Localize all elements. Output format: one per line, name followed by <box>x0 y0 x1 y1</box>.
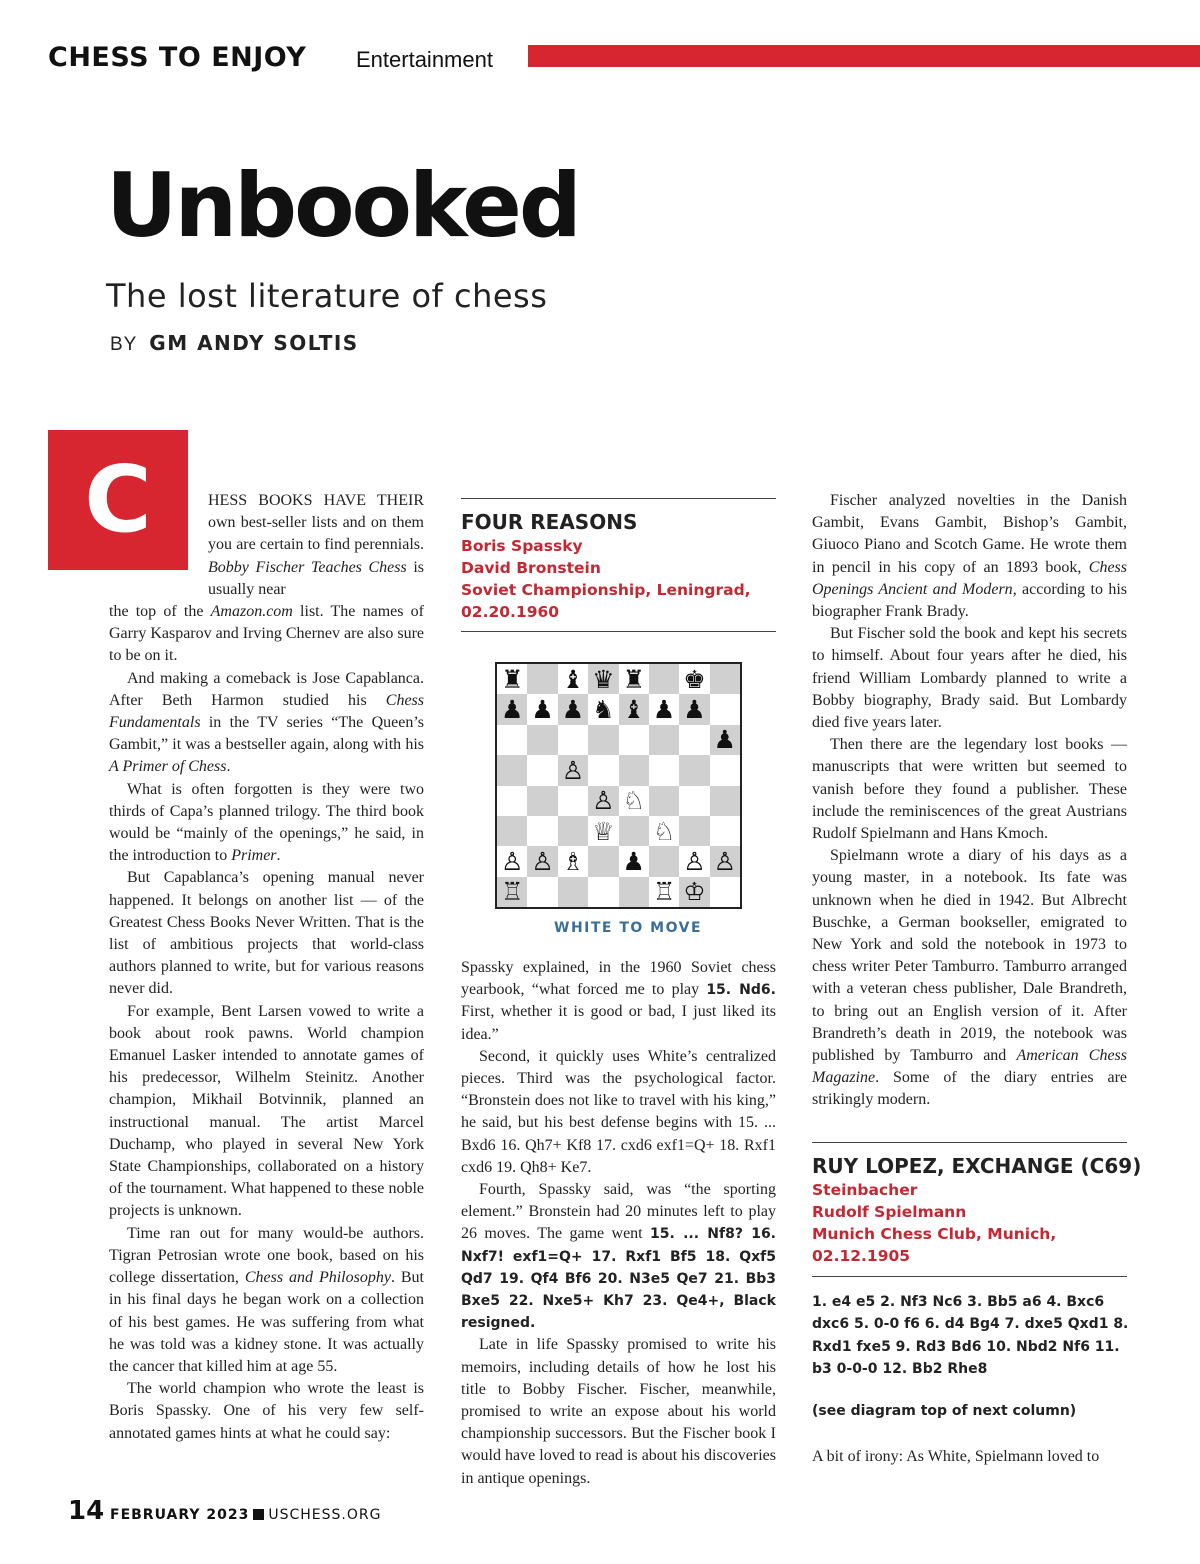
paragraph: What is often forgotten is they were two thirds of Capa’s planned trilogy. The third book would be “mainly of the openings,” he said, in the introduction to Primer. <box>109 780 424 865</box>
board-square <box>558 725 588 755</box>
black-rook-icon: ♜ <box>500 664 524 694</box>
board-square <box>710 877 740 907</box>
board-square <box>679 664 709 694</box>
game-2-white-player: Steinbacher <box>812 1181 918 1199</box>
board-square <box>710 664 740 694</box>
board-square <box>588 664 618 694</box>
board-square <box>710 755 740 785</box>
white-queen-icon: ♕ <box>592 816 615 846</box>
column-1-lead <box>208 490 424 601</box>
board-square <box>588 846 618 876</box>
white-knight-icon: ♘ <box>652 816 676 846</box>
board-square <box>679 694 709 724</box>
black-pawn-icon: ♟ <box>500 695 524 725</box>
board-square <box>497 786 527 816</box>
board-square <box>558 786 588 816</box>
black-pawn-icon: ♟ <box>561 695 585 725</box>
board-square <box>679 786 709 816</box>
board-square <box>558 694 588 724</box>
board-square <box>619 846 649 876</box>
byline <box>110 331 359 356</box>
board-square <box>619 725 649 755</box>
game-2-bottom-rule <box>812 1276 1127 1277</box>
black-pawn-icon: ♟ <box>713 725 737 755</box>
board-square <box>497 846 527 876</box>
white-knight-icon: ♘ <box>622 786 645 816</box>
board-square <box>619 694 649 724</box>
paragraph: But Capablanca’s opening manual never happened. It belongs on another list — of the Greatest Chess Books Never Written. That is the list of ambitious projects that world-class authors planned to write, but for various reasons never did. <box>109 869 424 998</box>
paragraph: Spassky explained, in the 1960 Soviet chess yearbook, “what forced me to play 15. Nd6. First, whether it is good or bad, I just liked its idea.” <box>461 959 776 1043</box>
website: USCHESS.ORG <box>268 1507 382 1523</box>
board-square <box>679 846 709 876</box>
game-2-event: Munich Chess Club, Munich, <box>812 1225 1057 1243</box>
game-2-title: RUY LOPEZ, EXCHANGE (C69) <box>812 1154 1142 1178</box>
paragraph: Fischer analyzed novelties in the Danish Gambit, Evans Gambit, Bishop’s Gambit, Giuoco Piano and Scotch Game. He wrote them in pencil in his copy of an 1893 book, Chess Openings Ancient and Modern, according to his biographer Frank Brady. <box>812 492 1128 621</box>
paragraph: A bit of irony: As White, Spielmann loved to <box>812 1448 1100 1465</box>
board-square <box>588 877 618 907</box>
white-pawn-icon: ♙ <box>561 755 585 785</box>
game-1-white-player: Boris Spassky <box>461 537 583 555</box>
game-1-black-player: David Bronstein <box>461 559 601 577</box>
board-square <box>527 755 557 785</box>
paragraph: The world champion who wrote the least is Boris Spassky. One of his very few self-annotated games hints at what he could say: <box>109 1380 424 1442</box>
board-square <box>679 755 709 785</box>
white-rook-icon: ♖ <box>500 877 524 907</box>
paragraph: Spielmann wrote a diary of his days as a young master, in a notebook. Its fate was unknown when he died in 1942. But Albrecht Buschke, a German bookseller, emigrated to New York and sold the notebook in 1973 to chess writer Peter Tamburro. Tamburro arranged with a veteran chess publisher, Dale Brandreth, to bring out an English version of it. After Brandreth’s death in 2019, the notebook was published by Tamburro and American Chess Magazine. Some of the diary entries are strikingly modern. <box>812 847 1128 1109</box>
board-square <box>558 846 588 876</box>
game-1-event: Soviet Championship, Leningrad, <box>461 581 751 599</box>
board-square <box>497 694 527 724</box>
game-2-moves: 1. e4 e5 2. Nf3 Nc6 3. Bb5 a6 4. Bxc6 dxc6 5. 0-0 f6 6. d4 Bg4 7. dxe5 Qxd1 8. Rxd1 fxe5 9. Rd3 Bd6 10. Nbd2 Nf6 11. b3 0-0-0 12. Bb2 Rhe8 <box>812 1294 1129 1377</box>
black-pawn-icon: ♟ <box>683 695 706 725</box>
board-square <box>649 664 679 694</box>
board-square <box>619 664 649 694</box>
game-2-top-rule <box>812 1142 1127 1143</box>
board-square <box>558 816 588 846</box>
board-square <box>679 877 709 907</box>
page-number: 14 <box>68 1496 105 1526</box>
board-square <box>588 816 618 846</box>
game-2-note: (see diagram top of next column) <box>812 1403 1077 1419</box>
board-square <box>710 846 740 876</box>
game-2-date: 02.12.1905 <box>812 1247 911 1265</box>
board-square <box>527 694 557 724</box>
article-subtitle: The lost literature of chess <box>106 277 548 315</box>
board-square <box>588 755 618 785</box>
paragraph: Then there are the legendary lost books — manuscripts that were written but seemed to vanish before they found a publisher. These include the reminiscences of the great Austrians Rudolf Spielmann and Hans Kmoch. <box>812 736 1127 843</box>
black-rook-icon: ♜ <box>622 664 645 694</box>
paragraph: Late in life Spassky promised to write his memoirs, including details of how he lost his title to Bobby Fischer. Fischer, meanwhile, promised to write an expose about his world championship successors. But the Fischer book I would have loved to read is about his discoveries in antique openings. <box>461 1336 776 1487</box>
black-bishop-icon: ♝ <box>622 695 645 725</box>
author-name: GM ANDY SOLTIS <box>149 331 359 355</box>
board-square <box>710 816 740 846</box>
article-title: Unbooked <box>106 154 579 257</box>
game-1-title: FOUR REASONS <box>461 510 638 534</box>
white-pawn-icon: ♙ <box>683 846 706 876</box>
game-1-date: 02.20.1960 <box>461 603 560 621</box>
board-square <box>497 664 527 694</box>
column-2-body <box>461 957 776 1490</box>
board-square <box>527 664 557 694</box>
paragraph: Fourth, Spassky said, was “the sporting element.” Bronstein had 20 minutes left to play 26 moves. The game went 15. ... Nf8? 16. Nxf7! exf1=Q+ 17. Rxf1 Bf5 18. Qxf5 Qd7 19. Qf4 Bf6 20. N3e5 Qe7 21. Bb3 Bxe5 22. Nxe5+ Kh7 23. Qe4+, Black resigned. <box>461 1181 777 1332</box>
drop-cap: C <box>48 430 188 570</box>
white-bishop-icon: ♗ <box>561 846 585 876</box>
board-square <box>710 786 740 816</box>
board-square <box>649 877 679 907</box>
diagram-caption: WHITE TO MOVE <box>554 920 703 936</box>
game-1-top-rule <box>461 498 776 499</box>
board-square <box>527 816 557 846</box>
white-pawn-icon: ♙ <box>531 846 554 876</box>
white-pawn-icon: ♙ <box>713 846 737 876</box>
board-square <box>619 816 649 846</box>
board-square <box>710 694 740 724</box>
paragraph: But Fischer sold the book and kept his secrets to himself. About four years after he died, his friend William Lombardy planned to write a Bobby biography, Brady said. But Lombardy died five years later. <box>812 625 1127 732</box>
board-square <box>710 725 740 755</box>
black-knight-icon: ♞ <box>592 695 615 725</box>
white-king-icon: ♔ <box>683 877 706 907</box>
board-square <box>679 816 709 846</box>
paragraph: Second, it quickly uses White’s centralized pieces. Third was the psychological factor. “Bronstein does not like to travel with his king,” he said, but his best defense begins with 15. ... Bxd6 16. Qh7+ Kf8 17. cxd6 exf1=Q+ 18. Rxf1 cxd6 19. Qh8+ Ke7. <box>461 1047 776 1176</box>
board-square <box>679 725 709 755</box>
section-title: CHESS TO ENJOY <box>48 42 307 73</box>
board-square <box>649 694 679 724</box>
board-square <box>497 725 527 755</box>
white-rook-icon: ♖ <box>652 877 676 907</box>
board-square <box>649 816 679 846</box>
issue-date: FEBRUARY 2023 <box>110 1507 250 1523</box>
board-square <box>649 755 679 785</box>
byline-prefix: BY <box>110 334 138 355</box>
column-3-continuation <box>812 1446 1130 1468</box>
board-square <box>527 786 557 816</box>
column-1-body <box>109 601 424 1445</box>
board-square <box>588 786 618 816</box>
paragraph: And making a comeback is Jose Capablanca. After Beth Harmon studied his Chess Fundamentals in the TV series “The Queen’s Gambit,” it was a bestseller again, along with his A Primer of Chess. <box>109 669 424 776</box>
lead-paragraph: HESS BOOKS HAVE THEIR own best-seller lists and on them you are certain to find perennials. Bobby Fischer Teaches Chess is usually near <box>208 492 425 598</box>
board-square <box>558 877 588 907</box>
header-accent-bar <box>528 45 1200 67</box>
square-separator-icon <box>253 1509 264 1520</box>
black-queen-icon: ♛ <box>592 664 615 694</box>
black-pawn-icon: ♟ <box>652 695 676 725</box>
game-1-bottom-rule <box>461 631 776 632</box>
board-square <box>497 755 527 785</box>
board-square <box>588 694 618 724</box>
board-square <box>527 846 557 876</box>
board-square <box>558 664 588 694</box>
board-square <box>527 877 557 907</box>
board-square <box>619 755 649 785</box>
white-pawn-icon: ♙ <box>500 846 524 876</box>
column-3-body <box>812 490 1127 1112</box>
page-footer <box>110 1507 381 1523</box>
game-2-black-player: Rudolf Spielmann <box>812 1203 967 1221</box>
black-bishop-icon: ♝ <box>561 664 585 694</box>
black-king-icon: ♚ <box>683 664 706 694</box>
paragraph: the top of the Amazon.com list. The names of Garry Kasparov and Irving Chernev are also sure to be on it. <box>109 603 424 665</box>
board-square <box>497 816 527 846</box>
board-square <box>558 755 588 785</box>
paragraph: Time ran out for many would-be authors. Tigran Petrosian wrote one book, based on his college dissertation, Chess and Philosophy. But in his final days he began work on a collection of his best games. He was suffering from what he was told was a kidney stone. It was actually the cancer that killed him at age 55. <box>109 1224 424 1375</box>
section-category: Entertainment <box>356 47 493 72</box>
board-square <box>588 725 618 755</box>
board-square <box>497 877 527 907</box>
board-square <box>649 846 679 876</box>
black-pawn-icon: ♟ <box>531 695 554 725</box>
chess-diagram <box>495 662 742 909</box>
board-square <box>649 725 679 755</box>
board-square <box>619 786 649 816</box>
board-square <box>619 877 649 907</box>
white-pawn-icon: ♙ <box>592 786 615 816</box>
board-square <box>527 725 557 755</box>
black-pawn-icon: ♟ <box>622 846 645 876</box>
board-square <box>649 786 679 816</box>
paragraph: For example, Bent Larsen vowed to write a book about rook pawns. World champion Emanuel Lasker intended to annotate games of his predecessor, Wilhelm Steinitz. Another champion, Mikhail Botvinnik, planned an instructional manual. The artist Marcel Duchamp, who played in several New York State Championships, collaborated on a history of the tournament. What happened to these noble projects is unknown. <box>109 1002 424 1220</box>
